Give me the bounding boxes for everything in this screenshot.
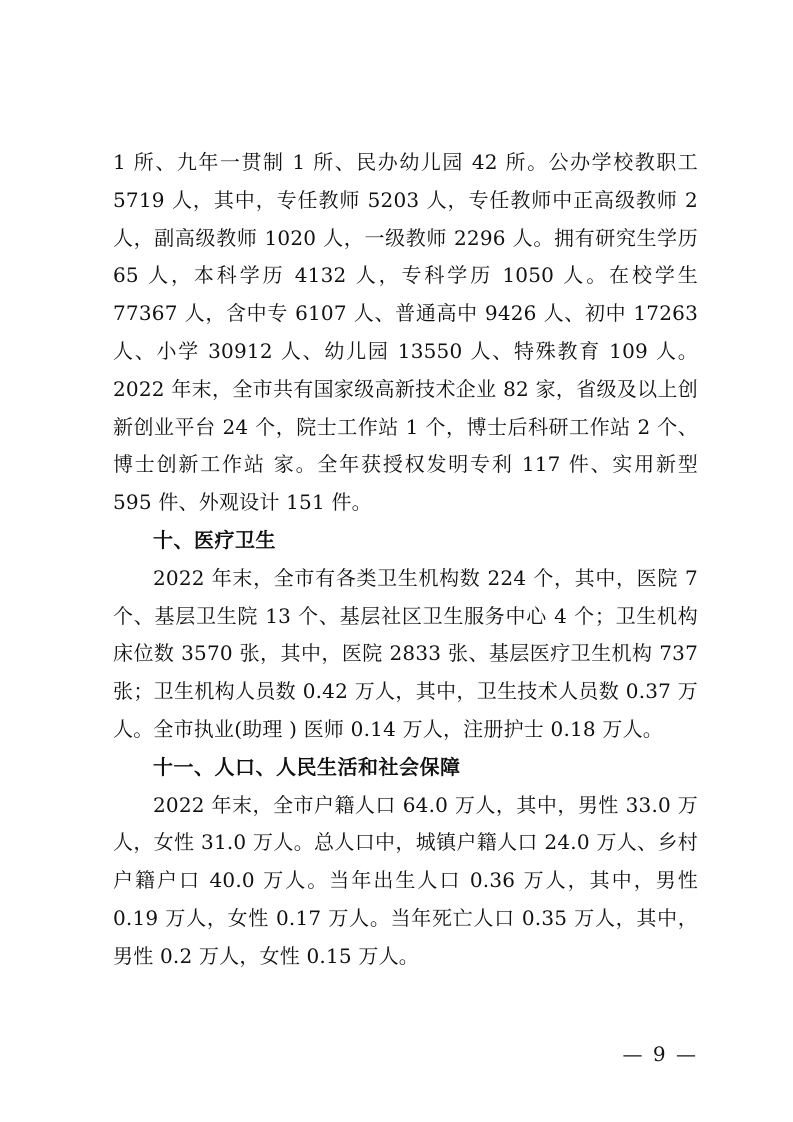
paragraph-healthcare: 2022 年末，全市有各类卫生机构数 224 个，其中，医院 7 个、基层卫生院 13 个、基层社区卫生服务中心 4 个；卫生机构床位数 3570 张，其中，医院 2833 张、基层医疗卫生机构 737 张；卫生机构人员数 0.42 万人，其中，卫生技术人员数 0.37 万人。全市执业(助理 ) 医师 0.14 万人，注册护士 0.18 万人。 [113,565,698,741]
paragraph-education-continued: 1 所、九年一贯制 1 所、民办幼儿园 42 所。公办学校教职工 5719 人，其中，专任教师 5203 人，专任教师中正高级教师 2 人，副高级教师 1020 人，一级教师 2296 人。拥有研究生学历 65 人，本科学历 4132 人，专科学历 1050 人。在校学生 77367 人，含中专 6107 人、普通高中 9426 人、初中 17263 人、小学 30912 人、幼儿园 13550 人、特殊教育 109 人。2022 年末，全市共有国家级高新技术企业 82 家，省级及以上创新创业平台 24 个，院士工作站 1 个，博士后科研工作站 2 个、博士创新工作站 家。全年获授权发明专利 117 件、实用新型 595 件、外观设计 151 件。 [113,150,698,515]
page-number: — 9 — [622,1042,698,1066]
paragraph-population: 2022 年末，全市户籍人口 64.0 万人，其中，男性 33.0 万人，女性 31.0 万人。总人口中，城镇户籍人口 24.0 万人、乡村户籍户口 40.0 万人。当年出生人口 0.36 万人，其中，男性 0.19 万人，女性 0.17 万人。当年死亡人口 0.35 万人，其中，男性 0.2 万人，女性 0.15 万人。 [113,792,698,968]
section-heading-population: 十一、人口、人民生活和社会保障 [153,754,461,779]
section-heading-healthcare: 十、医疗卫生 [153,527,276,552]
document-body [113,144,698,976]
